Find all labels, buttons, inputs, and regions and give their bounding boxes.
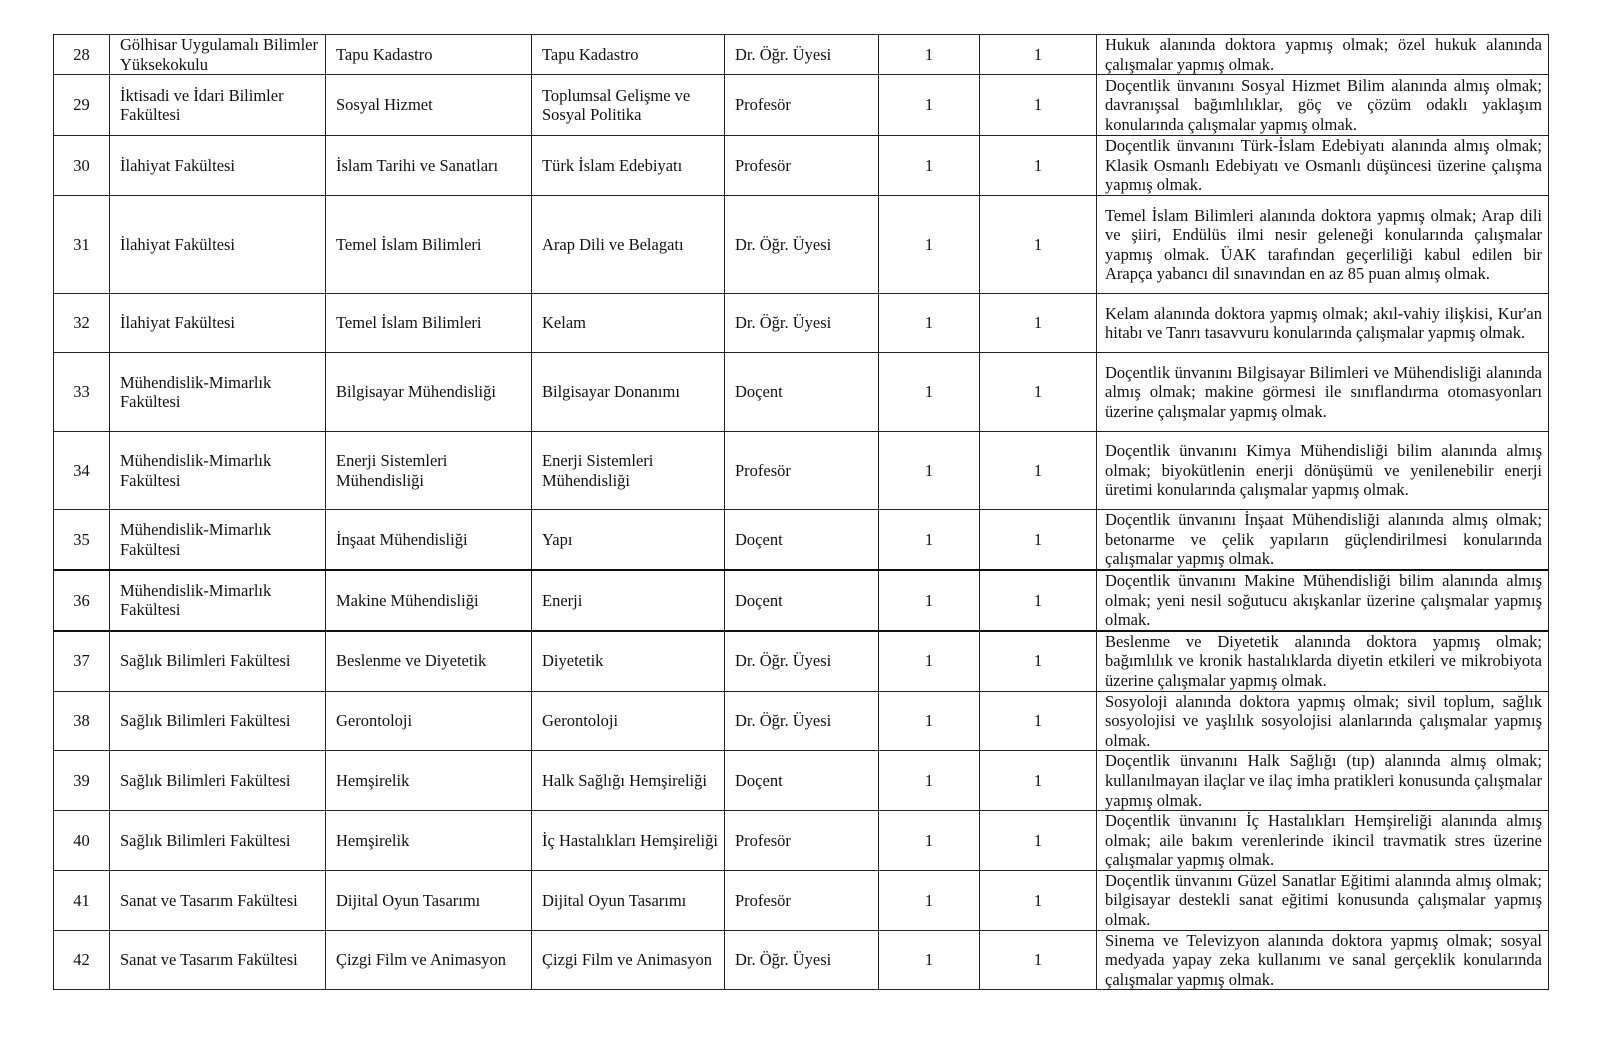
row-number: 41 [54,870,110,930]
faculty-cell: Sanat ve Tasarım Fakültesi [110,930,326,990]
condition-cell: Doçentlik ünvanını Güzel Sanatlar Eğitimi alanında almış olmak; bilgisayar destekli sanat eğitimi konusunda çalışmalar yapmış olmak. [1097,870,1549,930]
count-cell: 1 [879,631,980,691]
count-cell: 1 [980,570,1097,631]
count-cell: 1 [980,751,1097,811]
row-number: 31 [54,196,110,294]
table-row [54,432,1549,510]
count-cell: 1 [980,136,1097,196]
count-cell: 1 [980,294,1097,353]
table-row [54,570,1549,631]
condition-cell: Beslenme ve Diyetetik alanında doktora yapmış olmak; bağımlılık ve kronik hastalıklarda diyetin etkileri ve mikrobiyota üzerine çalışmalar yapmış olmak. [1097,631,1549,691]
academic-title-cell: Profesör [725,870,879,930]
count-cell: 1 [980,691,1097,751]
program-cell: Diyetetik [532,631,725,691]
row-number: 28 [54,35,110,75]
program-cell: Yapı [532,510,725,570]
department-cell: Temel İslam Bilimleri [326,294,532,353]
department-cell: Dijital Oyun Tasarımı [326,870,532,930]
department-cell: İslam Tarihi ve Sanatları [326,136,532,196]
department-cell: Beslenme ve Diyetetik [326,631,532,691]
row-number: 42 [54,930,110,990]
academic-title-cell: Doçent [725,751,879,811]
count-cell: 1 [980,35,1097,75]
program-cell: Bilgisayar Donanımı [532,353,725,432]
count-cell: 1 [879,432,980,510]
department-cell: Gerontoloji [326,691,532,751]
table-row [54,631,1549,691]
count-cell: 1 [879,811,980,871]
program-cell: İç Hastalıkları Hemşireliği [532,811,725,871]
department-cell: Enerji Sistemleri Mühendisliği [326,432,532,510]
row-number: 30 [54,136,110,196]
count-cell: 1 [980,510,1097,570]
count-cell: 1 [879,510,980,570]
table-row [54,294,1549,353]
count-cell: 1 [879,35,980,75]
count-cell: 1 [879,691,980,751]
table-row [54,196,1549,294]
program-cell: Enerji [532,570,725,631]
faculty-cell: Sanat ve Tasarım Fakültesi [110,870,326,930]
academic-title-cell: Profesör [725,75,879,136]
condition-cell: Kelam alanında doktora yapmış olmak; akıl-vahiy ilişkisi, Kur'an hitabı ve Tanrı tasavvuru konularında çalışmalar yapmış olmak. [1097,294,1549,353]
count-cell: 1 [980,75,1097,136]
condition-cell: Doçentlik ünvanını Türk-İslam Edebiyatı alanında almış olmak; Klasik Osmanlı Edebiyatı ve Osmanlı düşüncesi üzerine çalışma yapmış olmak. [1097,136,1549,196]
academic-title-cell: Profesör [725,432,879,510]
department-cell: Temel İslam Bilimleri [326,196,532,294]
program-cell: Dijital Oyun Tasarımı [532,870,725,930]
row-number: 35 [54,510,110,570]
academic-title-cell: Profesör [725,811,879,871]
academic-title-cell: Dr. Öğr. Üyesi [725,691,879,751]
program-cell: Halk Sağlığı Hemşireliği [532,751,725,811]
condition-cell: Sinema ve Televizyon alanında doktora yapmış olmak; sosyal medyada yapay zeka kullanımı ve sanal gerçeklik konularında çalışmalar yapmış olmak. [1097,930,1549,990]
faculty-cell: Sağlık Bilimleri Fakültesi [110,751,326,811]
row-number: 32 [54,294,110,353]
program-cell: Arap Dili ve Belagatı [532,196,725,294]
count-cell: 1 [879,751,980,811]
condition-cell: Temel İslam Bilimleri alanında doktora yapmış olmak; Arap dili ve şiiri, Endülüs ilmi nesir geleneği konularında çalışmalar yapmış olmak. ÜAK tarafından geçerliliği kabul edilen bir Arapça yabancı dil sınavından en az 85 puan almış olmak. [1097,196,1549,294]
faculty-cell: İktisadi ve İdari Bilimler Fakültesi [110,75,326,136]
count-cell: 1 [980,196,1097,294]
table-row [54,930,1549,990]
faculty-cell: Gölhisar Uygulamalı Bilimler Yüksekokulu [110,35,326,75]
table-row [54,75,1549,136]
academic-title-cell: Profesör [725,136,879,196]
count-cell: 1 [879,136,980,196]
academic-title-cell: Dr. Öğr. Üyesi [725,294,879,353]
count-cell: 1 [879,570,980,631]
academic-title-cell: Dr. Öğr. Üyesi [725,631,879,691]
faculty-cell: Sağlık Bilimleri Fakültesi [110,631,326,691]
table-row [54,691,1549,751]
department-cell: Hemşirelik [326,811,532,871]
program-cell: Kelam [532,294,725,353]
faculty-cell: Sağlık Bilimleri Fakültesi [110,691,326,751]
count-cell: 1 [879,75,980,136]
table-row [54,751,1549,811]
program-cell: Çizgi Film ve Animasyon [532,930,725,990]
department-cell: İnşaat Mühendisliği [326,510,532,570]
department-cell: Makine Mühendisliği [326,570,532,631]
condition-cell: Doçentlik ünvanını Makine Mühendisliği bilim alanında almış olmak; yeni nesil soğutucu akışkanlar üzerine çalışmalar yapmış olmak. [1097,570,1549,631]
row-number: 29 [54,75,110,136]
condition-cell: Doçentlik ünvanını İç Hastalıkları Hemşireliği alanında almış olmak; aile bakım verenlerinde ikincil travmatik stres üzerine çalışmalar yapmış olmak. [1097,811,1549,871]
count-cell: 1 [980,930,1097,990]
count-cell: 1 [980,811,1097,871]
row-number: 37 [54,631,110,691]
table-row [54,136,1549,196]
table-row [54,870,1549,930]
faculty-cell: Mühendislik-Mimarlık Fakültesi [110,432,326,510]
academic-title-cell: Dr. Öğr. Üyesi [725,35,879,75]
count-cell: 1 [879,294,980,353]
count-cell: 1 [980,870,1097,930]
count-cell: 1 [879,930,980,990]
count-cell: 1 [980,432,1097,510]
program-cell: Gerontoloji [532,691,725,751]
department-cell: Bilgisayar Mühendisliği [326,353,532,432]
table-row [54,811,1549,871]
position-table [53,34,1549,990]
count-cell: 1 [879,870,980,930]
department-cell: Tapu Kadastro [326,35,532,75]
program-cell: Enerji Sistemleri Mühendisliği [532,432,725,510]
faculty-cell: Mühendislik-Mimarlık Fakültesi [110,570,326,631]
academic-title-cell: Doçent [725,353,879,432]
row-number: 38 [54,691,110,751]
academic-title-cell: Doçent [725,570,879,631]
faculty-cell: Sağlık Bilimleri Fakültesi [110,811,326,871]
academic-title-cell: Doçent [725,510,879,570]
table-body [54,35,1549,990]
academic-title-cell: Dr. Öğr. Üyesi [725,930,879,990]
row-number: 34 [54,432,110,510]
condition-cell: Doçentlik ünvanını Halk Sağlığı (tıp) alanında almış olmak; kullanılmayan ilaçlar ve ilaç imha pratikleri konusunda çalışmalar yapmış olmak. [1097,751,1549,811]
academic-title-cell: Dr. Öğr. Üyesi [725,196,879,294]
faculty-cell: Mühendislik-Mimarlık Fakültesi [110,353,326,432]
department-cell: Sosyal Hizmet [326,75,532,136]
count-cell: 1 [879,196,980,294]
condition-cell: Doçentlik ünvanını Bilgisayar Bilimleri ve Mühendisliği alanında almış olmak; makine görmesi ile sınıflandırma otomasyonları üzerine çalışmalar yapmış olmak. [1097,353,1549,432]
condition-cell: Doçentlik ünvanını Kimya Mühendisliği bilim alanında almış olmak; biyokütlenin enerji dönüşümü ve yenilenebilir enerji üretimi konularında çalışmalar yapmış olmak. [1097,432,1549,510]
condition-cell: Hukuk alanında doktora yapmış olmak; özel hukuk alanında çalışmalar yapmış olmak. [1097,35,1549,75]
count-cell: 1 [980,353,1097,432]
row-number: 39 [54,751,110,811]
row-number: 36 [54,570,110,631]
table-row [54,35,1549,75]
table-row [54,353,1549,432]
program-cell: Toplumsal Gelişme ve Sosyal Politika [532,75,725,136]
row-number: 33 [54,353,110,432]
condition-cell: Doçentlik ünvanını İnşaat Mühendisliği alanında almış olmak; betonarme ve çelik yapıların güçlendirilmesi konularında çalışmalar yapmış olmak. [1097,510,1549,570]
program-cell: Tapu Kadastro [532,35,725,75]
table-row [54,510,1549,570]
department-cell: Hemşirelik [326,751,532,811]
program-cell: Türk İslam Edebiyatı [532,136,725,196]
condition-cell: Sosyoloji alanında doktora yapmış olmak; sivil toplum, sağlık sosyolojisi ve yaşlılık sosyolojisi alanlarında çalışmalar yapmış olmak. [1097,691,1549,751]
count-cell: 1 [879,353,980,432]
faculty-cell: İlahiyat Fakültesi [110,196,326,294]
faculty-cell: Mühendislik-Mimarlık Fakültesi [110,510,326,570]
row-number: 40 [54,811,110,871]
condition-cell: Doçentlik ünvanını Sosyal Hizmet Bilim alanında almış olmak; davranışsal bağımlılıklar, göç ve çözüm odaklı yaklaşım konularında çalışmalar yapmış olmak. [1097,75,1549,136]
faculty-cell: İlahiyat Fakültesi [110,136,326,196]
count-cell: 1 [980,631,1097,691]
department-cell: Çizgi Film ve Animasyon [326,930,532,990]
faculty-cell: İlahiyat Fakültesi [110,294,326,353]
